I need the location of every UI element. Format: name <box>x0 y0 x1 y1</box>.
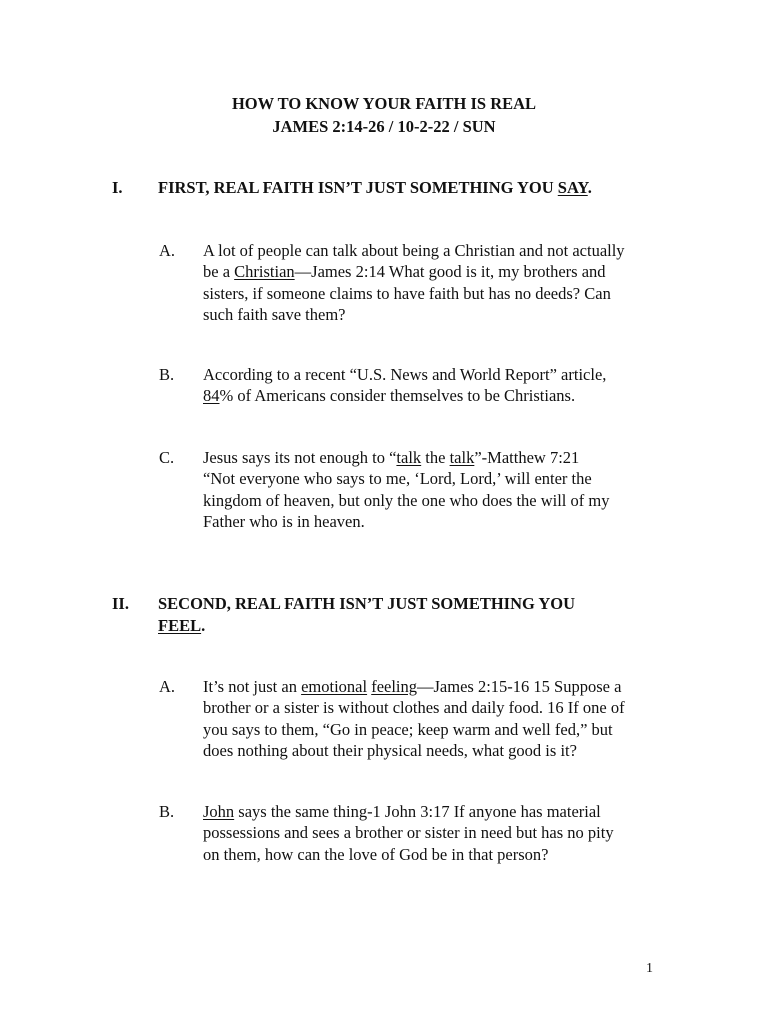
item-letter: A. <box>159 677 176 696</box>
section-1-number: I. <box>112 178 123 197</box>
section-2-heading: SECOND, REAL FAITH ISN’T JUST SOMETHING YOU FEEL. <box>158 594 576 635</box>
item-body: Jesus says its not enough to “talk the talk”-Matthew 7:21 “Not everyone who says to me, ‘Lord, Lord,’ will enter the kingdom of heaven, but only the one who does the will of my Father who is in heaven. <box>203 448 610 531</box>
item-body: According to a recent “U.S. News and World Report” article, 84% of Americans consider themselves to be Christians. <box>203 365 607 406</box>
item-letter: B. <box>159 365 175 384</box>
section-1-heading: FIRST, REAL FAITH ISN’T JUST SOMETHING YOU SAY. <box>158 178 592 197</box>
document-subtitle: JAMES 2:14-26 / 10-2-22 / SUN <box>272 117 496 136</box>
item-body: John says the same thing-1 John 3:17 If anyone has material possessions and sees a brother or sister in need but has no pity on them, how can the love of God be in that person? <box>203 802 614 864</box>
item-letter: B. <box>159 802 175 821</box>
item-body: A lot of people can talk about being a Christian and not actually be a Christian—James 2:14 What good is it, my brothers and sisters, if someone claims to have faith but has no deeds? Can such faith save them? <box>203 241 625 324</box>
section-2-number: II. <box>112 594 129 613</box>
page-number: 1 <box>646 961 653 976</box>
item-letter: A. <box>159 241 176 260</box>
document-title: HOW TO KNOW YOUR FAITH IS REAL <box>231 94 537 113</box>
item-letter: C. <box>159 448 175 467</box>
item-body: It’s not just an emotional feeling—James 2:15-16 15 Suppose a brother or a sister is without clothes and daily food. 16 If one of you says to them, “Go in peace; keep warm and well fed,” but does nothing about their physical needs, what good is it? <box>203 677 625 760</box>
